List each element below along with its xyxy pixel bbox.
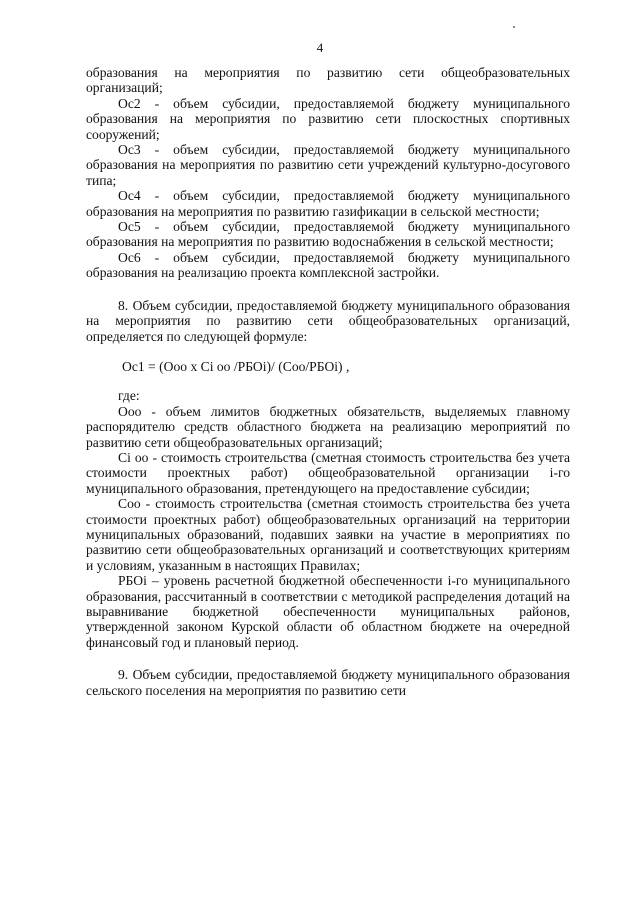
definition-ooo: Ооо - объем лимитов бюджетных обязательств, выделяемых главному распорядителю средств областного бюджета на реализацию мероприятий по развитию сети общеобразовательных организаций; xyxy=(86,403,570,450)
page-content xyxy=(86,65,570,698)
page-number: 4 xyxy=(316,40,324,55)
clause-8: 8. Объем субсидии, предоставляемой бюджету муниципального образования на мероприятия по развитию сети общеобразовательных организаций, определяется по следующей формуле: xyxy=(86,297,570,344)
definition-os6: Ос6 - объем субсидии, предоставляемой бюджету муниципального образования на реализацию проекта комплексной застройки. xyxy=(86,249,570,281)
definition-cioo: Сi оо - стоимость строительства (сметная стоимость строительства без учета стоимости проектных работ) общеобразовательной организации i-го муниципального образования, претендующего на предоставление субсидии; xyxy=(86,449,570,496)
definition-os5: Ос5 - объем субсидии, предоставляемой бюджету муниципального образования на мероприятия по развитию водоснабжения в сельской местности; xyxy=(86,219,570,250)
definition-os4: Ос4 - объем субсидии, предоставляемой бюджету муниципального образования на мероприятия по развитию газификации в сельской местности; xyxy=(86,188,570,219)
where-label: где: xyxy=(118,388,140,404)
definition-rboi: РБОi – уровень расчетной бюджетной обеспеченности i-го муниципального образования, рассчитанный в соответствии с методикой распределения дотаций на выравнивание бюджетной обеспеченности муниципальных районов, утвержденной законом Курской области об областном бюджете на очередной финансовый год и плановый период. xyxy=(86,573,570,650)
paragraph-continuation: образования на мероприятия по развитию сети общеобразовательных организаций; xyxy=(86,65,570,96)
definition-os3: Ос3 - объем субсидии, предоставляемой бюджету муниципального образования на мероприятия по развитию сети учреждений культурно-досугового типа; xyxy=(86,142,570,188)
clause-9: 9. Объем субсидии, предоставляемой бюджету муниципального образования сельского поселения на мероприятия по развитию сети xyxy=(86,667,570,698)
scan-speck xyxy=(513,26,515,28)
formula-os1: Ос1 = (Ооо х Сi оо /РБОi)/ (Соо/РБОi) , xyxy=(122,358,350,374)
definition-os2: Ос2 - объем субсидии, предоставляемой бюджету муниципального образования на мероприятия по развитию сети плоскостных спортивных сооружений; xyxy=(86,95,570,142)
definition-coo: Соо - стоимость строительства (сметная стоимость строительства без учета стоимости проектных работ) общеобразовательных организаций на территории муниципальных образований, подавших заявки на участие в мероприятиях по развитию сети общеобразовательных организаций и соответствующих критериям и условиям, указанным в настоящих Правилах; xyxy=(86,496,570,573)
